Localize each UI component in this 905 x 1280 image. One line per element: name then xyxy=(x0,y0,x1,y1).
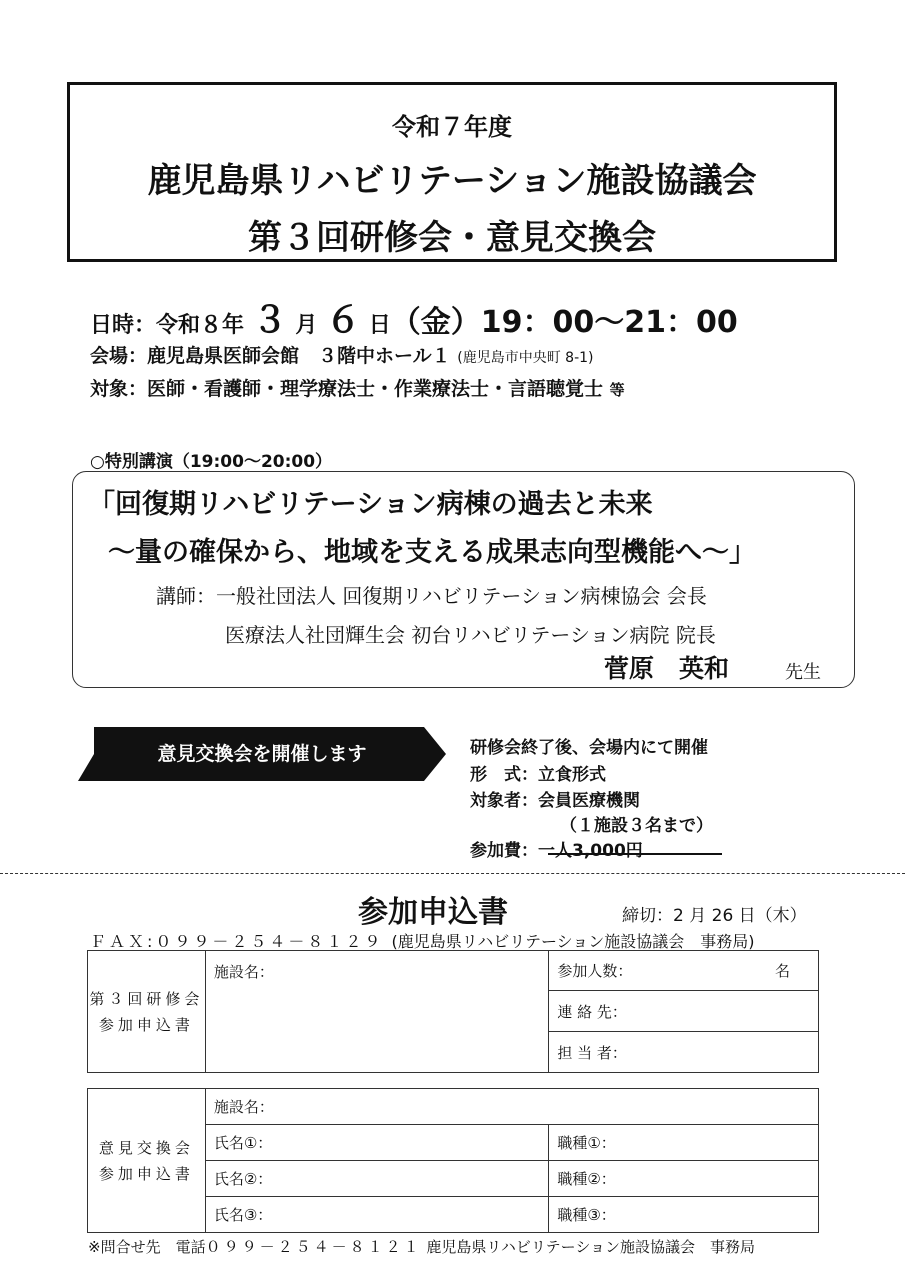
job1-label: 職種①： xyxy=(557,1134,616,1152)
time-range: 19：00～21：00 xyxy=(480,305,738,340)
exchange-info-format: 形 式：立食形式 xyxy=(470,765,606,785)
instructor-honorific: 先生 xyxy=(785,662,821,683)
training-count-label: 参加人数： xyxy=(557,962,633,980)
exchange-label-line2: 参加申込書 xyxy=(98,1164,194,1183)
training-person-label: 担 当 者： xyxy=(557,1043,627,1062)
month-unit: 月 xyxy=(295,313,318,338)
exchange-info-line1: 研修会終了後、会場内にて開催 xyxy=(470,738,708,758)
training-form-label xyxy=(88,951,206,1073)
instructor-line2: 医療法人社団輝生会 初台リハビリテーション病院 院長 xyxy=(225,623,716,647)
exchange-name3-field[interactable] xyxy=(205,1197,549,1233)
footer-phone: ０９９－２５４－８１２１ xyxy=(205,1238,422,1256)
exchange-facility-label: 施設名： xyxy=(213,1098,274,1116)
footer-label: ※問合せ先 電話 xyxy=(88,1238,206,1256)
weekday: （金） xyxy=(390,305,481,340)
name3-label: 氏名③： xyxy=(213,1206,273,1224)
lecture-title-line1: 「回復期リハビリテーション病棟の過去と未来 xyxy=(88,489,653,520)
era-year: 令和８年 xyxy=(156,313,245,338)
exchange-label-line1: 意見交換会 xyxy=(98,1138,194,1157)
organization-title: 鹿児島県リハビリテーション施設協議会 xyxy=(147,161,757,201)
training-label-line1: 第３回研修会 xyxy=(89,989,204,1008)
exchange-name2-field[interactable] xyxy=(205,1161,549,1197)
exchange-application-table xyxy=(87,1088,819,1233)
target-list: 医師・看護師・理学療法士・作業療法士・言語聴覚士 xyxy=(147,378,604,400)
lecture-heading: ○特別講演（19:00～20:00） xyxy=(90,452,333,472)
exchange-name1-field[interactable] xyxy=(205,1125,549,1161)
cut-line xyxy=(0,873,905,874)
training-application-table xyxy=(87,950,819,1073)
instructor-line1: 講師：一般社団法人 回復期リハビリテーション病棟協会 会長 xyxy=(156,584,707,608)
datetime-label: 日時： xyxy=(90,313,157,338)
venue-address: (鹿児島市中央町 8-1) xyxy=(457,350,594,366)
lecture-title-line2: ～量の確保から、地域を支える成果志向型機能へ～」 xyxy=(108,537,756,568)
training-contact-field[interactable] xyxy=(549,991,819,1032)
day-unit: 日 xyxy=(368,313,391,338)
job2-label: 職種②： xyxy=(557,1170,616,1188)
training-label-line2: 参加申込書 xyxy=(98,1015,194,1034)
exchange-info-target: 対象者：会員医療機関 xyxy=(470,791,640,811)
venue-label: 会場： xyxy=(90,345,148,367)
day-number: ６ xyxy=(325,300,362,341)
fax-organization: (鹿児島県リハビリテーション施設協議会 事務局) xyxy=(391,932,755,951)
title-box xyxy=(67,82,837,262)
instructor-name: 菅原 英和 xyxy=(604,654,730,683)
exchange-info-limit: （１施設３名まで） xyxy=(560,816,713,836)
target-suffix: 等 xyxy=(609,381,625,399)
fee-rule xyxy=(548,853,722,855)
exchange-job1-field[interactable] xyxy=(549,1125,819,1161)
training-count-unit: 名 xyxy=(774,962,790,980)
exchange-banner-text: 意見交換会を開催します xyxy=(157,743,367,765)
month-number: ３ xyxy=(251,300,288,341)
target-line xyxy=(90,374,625,401)
fax-line xyxy=(90,929,755,952)
exchange-form-label xyxy=(88,1089,206,1233)
target-label: 対象： xyxy=(90,378,148,400)
training-person-field[interactable] xyxy=(549,1032,819,1073)
fiscal-year: 令和７年度 xyxy=(392,113,512,141)
venue-name: 鹿児島県医師会館 ３階中ホール１ xyxy=(147,345,451,367)
exchange-facility-field[interactable] xyxy=(205,1089,818,1125)
name1-label: 氏名①： xyxy=(213,1134,273,1152)
footer-organization: 鹿児島県リハビリテーション施設協議会 事務局 xyxy=(426,1238,756,1256)
contact-footer xyxy=(88,1236,755,1257)
venue-line xyxy=(90,341,594,368)
form-title: 参加申込書 xyxy=(358,895,508,930)
training-count-field[interactable] xyxy=(549,951,819,991)
deadline: 締切：2 月 26 日（木） xyxy=(622,906,807,926)
training-facility-label: 施設名： xyxy=(213,963,274,981)
event-title: 第３回研修会・意見交換会 xyxy=(248,218,656,258)
exchange-job3-field[interactable] xyxy=(549,1197,819,1233)
name2-label: 氏名②： xyxy=(213,1170,273,1188)
fax-number: ＦＡＸ:０９９－２５４－８１２９ xyxy=(90,932,384,951)
training-facility-field[interactable] xyxy=(205,951,549,1073)
job3-label: 職種③： xyxy=(557,1206,616,1224)
exchange-job2-field[interactable] xyxy=(549,1161,819,1197)
exchange-info-fee: 参加費：一人3,000円 xyxy=(470,841,643,861)
training-contact-label: 連 絡 先： xyxy=(557,1002,627,1021)
datetime-line xyxy=(90,292,738,343)
